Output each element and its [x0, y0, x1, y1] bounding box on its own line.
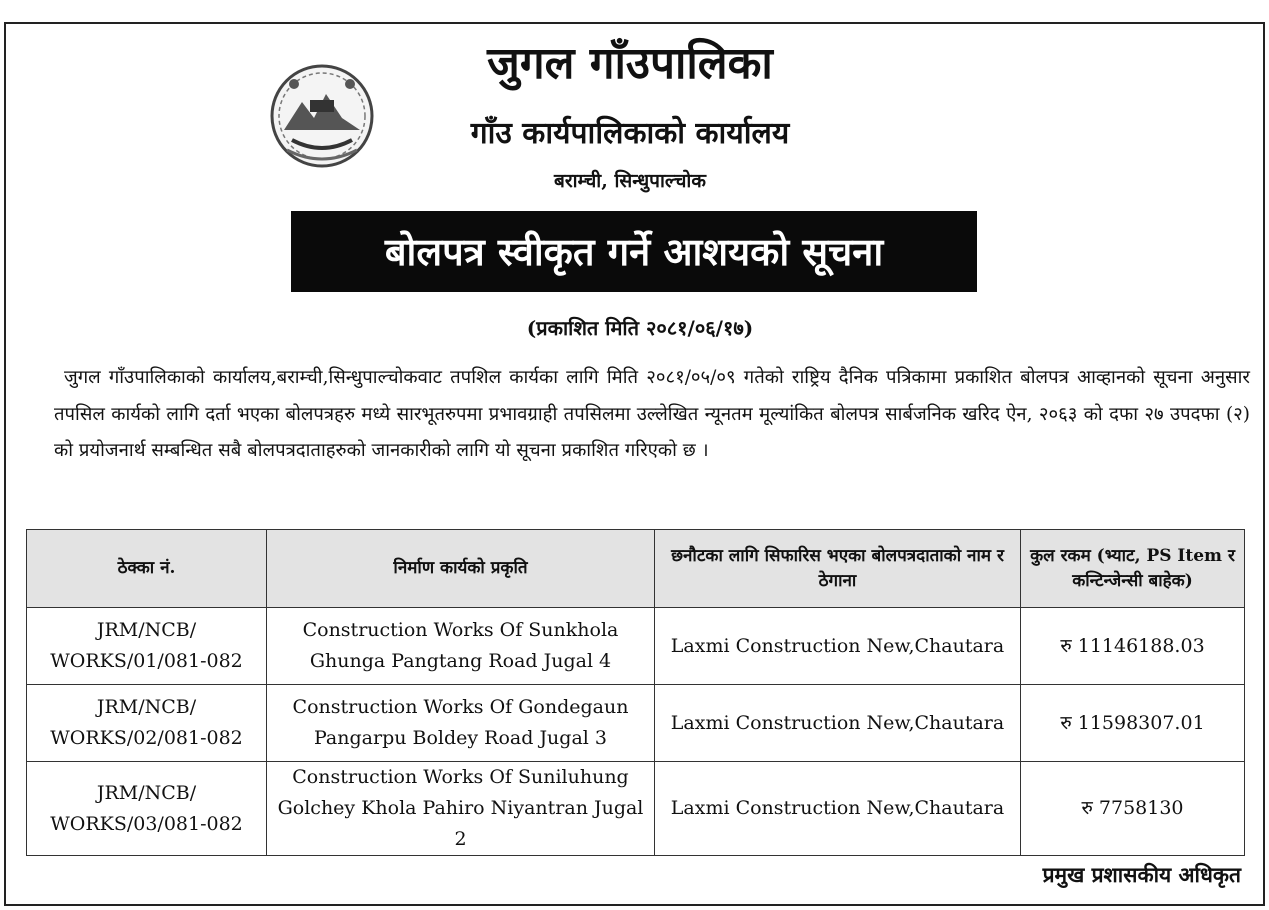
- work-cell: Construction Works Of Suniluhung Golchey Khola Pahiro Niyantran Jugal 2: [267, 762, 655, 856]
- contracts-table: [26, 529, 1245, 856]
- bidder-cell: Laxmi Construction New,Chautara: [655, 685, 1021, 762]
- published-date: (प्रकाशित मिति २०८१/०६/१७): [526, 316, 754, 340]
- amount-cell: रु 11598307.01: [1021, 685, 1245, 762]
- header-amount: कुल रकम (भ्याट, PS Item र कन्टिन्जेन्सी बाहेक): [1021, 530, 1245, 608]
- table-row: [27, 608, 1245, 685]
- municipality-name: जुगल गाँउपालिका: [487, 38, 773, 89]
- office-name: गाँउ कार्यपालिकाको कार्यालय: [470, 116, 790, 151]
- bidder-cell: Laxmi Construction New,Chautara: [655, 762, 1021, 856]
- amount-cell: रु 11146188.03: [1021, 608, 1245, 685]
- table-header-row: [27, 530, 1245, 608]
- amount-cell: रु 7758130: [1021, 762, 1245, 856]
- header-bidder: छनौटका लागि सिफारिस भएका बोलपत्रदाताको नाम र ठेगाना: [655, 530, 1021, 608]
- contract-no-cell: JRM/NCB/ WORKS/03/081-082: [27, 762, 267, 856]
- notice-body: जुगल गाँउपालिकाको कार्यालय,बराम्ची,सिन्धुपाल्चोकवाट तपशिल कार्यका लागि मिति २०८१/०५/०९ गतेको राष्ट्रिय दैनिक पत्रिकामा प्रकाशित बोलपत्र आव्हानको सूचना अनुसार तपसिल कार्यको लागि दर्ता भएका बोलपत्रहरु मध्ये सारभूतरुपमा प्रभावग्राही तपसिलमा उल्लेखित न्यूनतम मूल्यांकित बोलपत्र सार्बजनिक खरिद ऐन, २०६३ को दफा २७ उपदफा (२) को प्रयोजनार्थ सम्बन्धित सबै बोलपत्रदाताहरुको जानकारीको लागि यो सूचना प्रकाशित गरिएको छ ।: [54, 367, 1250, 461]
- work-cell: Construction Works Of Gondegaun Pangarpu Boldey Road Jugal 3: [267, 685, 655, 762]
- table-row: [27, 762, 1245, 856]
- signatory-title: प्रमुख प्रशासकीय अधिकृत: [1042, 862, 1241, 887]
- header-work-nature: निर्माण कार्यको प्रकृति: [267, 530, 655, 608]
- work-cell: Construction Works Of Sunkhola Ghunga Pangtang Road Jugal 4: [267, 608, 655, 685]
- notice-heading: बोलपत्र स्वीकृत गर्ने आशयको सूचना: [291, 211, 977, 292]
- bidder-cell: Laxmi Construction New,Chautara: [655, 608, 1021, 685]
- contract-no-cell: JRM/NCB/ WORKS/02/081-082: [27, 685, 267, 762]
- table-row: [27, 685, 1245, 762]
- contract-no-cell: JRM/NCB/ WORKS/01/081-082: [27, 608, 267, 685]
- nepal-emblem-icon: [262, 60, 382, 170]
- office-address: बराम्ची, सिन्धुपाल्चोक: [554, 170, 706, 192]
- header-contract-no: ठेक्का नं.: [27, 530, 267, 608]
